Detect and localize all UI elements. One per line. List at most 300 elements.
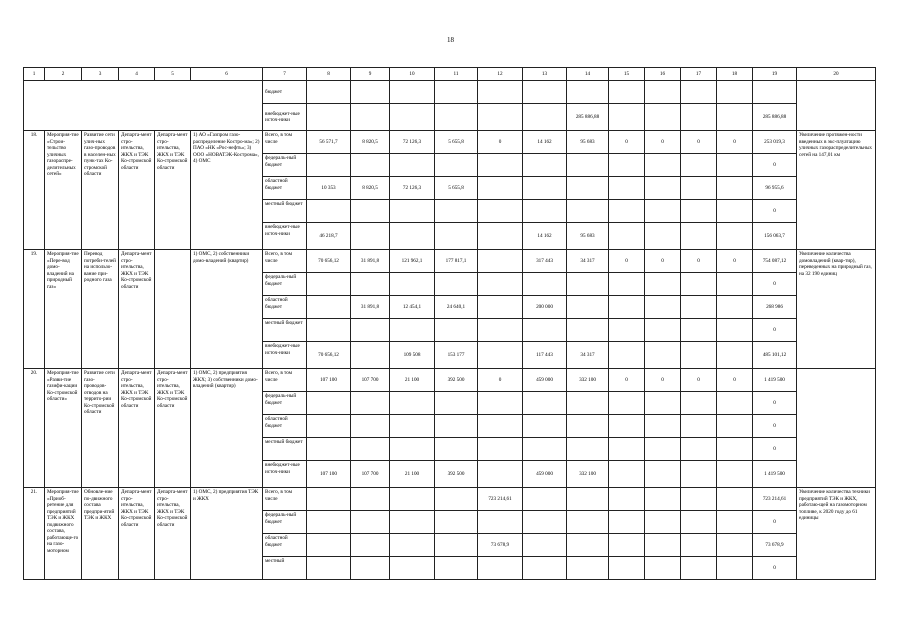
value-cell xyxy=(717,273,753,296)
value-cell xyxy=(307,200,351,223)
value-cell xyxy=(307,273,351,296)
row-number-cell: 20. xyxy=(24,369,45,488)
value-cell xyxy=(645,104,681,131)
value-cell xyxy=(609,273,645,296)
value-cell xyxy=(717,461,753,488)
value-cell: 117 443 xyxy=(523,342,567,369)
value-cell: 107 100 xyxy=(307,461,351,488)
value-cell xyxy=(390,488,435,511)
value-cell xyxy=(390,273,435,296)
value-cell: 21 100 xyxy=(390,369,435,392)
value-cell xyxy=(645,273,681,296)
funding-source-cell: местный бюджет xyxy=(263,200,307,223)
value-cell: 70 656,12 xyxy=(307,250,351,273)
value-cell xyxy=(390,438,435,461)
row-number-cell: 18. xyxy=(24,131,45,250)
column-header: 15 xyxy=(609,68,645,81)
value-cell: 107 700 xyxy=(351,369,390,392)
value-cell xyxy=(717,223,753,250)
value-cell xyxy=(567,177,609,200)
value-cell xyxy=(645,415,681,438)
value-cell xyxy=(567,534,609,557)
value-cell: 0 xyxy=(645,250,681,273)
column-header: 17 xyxy=(681,68,717,81)
funding-source-cell: федераль-ный бюджет xyxy=(263,392,307,415)
value-cell xyxy=(681,438,717,461)
value-cell xyxy=(567,273,609,296)
value-cell xyxy=(717,104,753,131)
value-cell xyxy=(681,104,717,131)
goal-cell: Развитие сети улич-ных газо-проводов в населен-ных пунк-тах Ко-стромской области xyxy=(82,131,119,250)
value-cell: 0 xyxy=(753,319,797,342)
funding-source-cell: внебюджет-ные источ-ники xyxy=(263,223,307,250)
value-cell xyxy=(523,81,567,104)
page-number: 18 xyxy=(447,36,454,44)
value-cell xyxy=(351,488,390,511)
value-cell xyxy=(523,177,567,200)
column-header: 11 xyxy=(435,68,478,81)
expected-result-cell: Увеличение количества техники предприятий ТЭК и ЖКХ, работаю-щей на газомоторном топливе, к 2020 году до 61 единицы xyxy=(797,488,876,580)
value-cell: 0 xyxy=(717,369,753,392)
value-cell: 56 571,7 xyxy=(307,131,351,154)
continued-cell xyxy=(24,81,263,131)
value-cell xyxy=(390,511,435,534)
value-cell xyxy=(523,154,567,177)
value-cell xyxy=(717,488,753,511)
column-header: 5 xyxy=(155,68,191,81)
value-cell xyxy=(435,534,478,557)
funding-source-cell: Всего, в том числе xyxy=(263,250,307,273)
column-header: 2 xyxy=(45,68,82,81)
value-cell xyxy=(645,392,681,415)
value-cell: 0 xyxy=(753,438,797,461)
value-cell xyxy=(478,415,523,438)
value-cell xyxy=(307,104,351,131)
value-cell xyxy=(307,81,351,104)
expected-result-cell: Увеличение количества домовладений (квар-тир), переведенных на природный газ, на 32 190 единиц xyxy=(797,250,876,369)
value-cell xyxy=(307,392,351,415)
value-cell xyxy=(523,511,567,534)
value-cell xyxy=(681,488,717,511)
value-cell: 24 640,1 xyxy=(435,296,478,319)
value-cell: 723 214,61 xyxy=(753,488,797,511)
value-cell xyxy=(609,154,645,177)
coexecutor-cell: Департа-мент стро-ительства, ЖКХ и ТЭК Ко-стромской области xyxy=(155,131,191,250)
value-cell: 5 655,8 xyxy=(435,177,478,200)
value-cell: 34 317 xyxy=(567,342,609,369)
value-cell: 0 xyxy=(609,369,645,392)
value-cell xyxy=(609,461,645,488)
value-cell: 0 xyxy=(681,369,717,392)
value-cell xyxy=(435,223,478,250)
coexecutor-cell: Департа-мент стро-ительства, ЖКХ и ТЭК Ко-стромской области xyxy=(155,369,191,488)
value-cell: 0 xyxy=(717,250,753,273)
value-cell xyxy=(435,488,478,511)
value-cell xyxy=(567,438,609,461)
value-cell xyxy=(390,557,435,580)
funding-source-cell: федераль-ный бюджет xyxy=(263,511,307,534)
value-cell xyxy=(609,200,645,223)
funding-source-cell: бюджет xyxy=(263,81,307,104)
responsible-cell: Департа-мент стро-ительства, ЖКХ и ТЭК Ко-стромской области xyxy=(119,250,155,369)
value-cell xyxy=(435,273,478,296)
funding-source-cell: внебюджет-ные источ-ники xyxy=(263,104,307,131)
value-cell xyxy=(351,104,390,131)
value-cell xyxy=(645,223,681,250)
value-cell xyxy=(717,177,753,200)
funding-source-cell: Всего, в том числе xyxy=(263,131,307,154)
value-cell xyxy=(478,342,523,369)
column-header: 9 xyxy=(351,68,390,81)
value-cell xyxy=(609,557,645,580)
value-cell: 0 xyxy=(753,200,797,223)
value-cell: 0 xyxy=(609,250,645,273)
expected-result-cell: Увеличение протяжен-ности введенных в экс-плуатацию уличных газораспределительных сетей на 147,01 км xyxy=(797,131,876,250)
column-header: 14 xyxy=(567,68,609,81)
value-cell xyxy=(645,342,681,369)
column-header: 16 xyxy=(645,68,681,81)
value-cell xyxy=(307,488,351,511)
value-cell: 754 087,12 xyxy=(753,250,797,273)
value-cell xyxy=(351,273,390,296)
value-cell xyxy=(351,511,390,534)
value-cell xyxy=(567,488,609,511)
column-header: 7 xyxy=(263,68,307,81)
value-cell: 72 126,3 xyxy=(390,131,435,154)
value-cell: 14 162 xyxy=(523,223,567,250)
value-cell xyxy=(717,415,753,438)
value-cell: 317 443 xyxy=(523,250,567,273)
value-cell xyxy=(478,223,523,250)
value-cell xyxy=(351,557,390,580)
value-cell xyxy=(681,81,717,104)
funding-source-cell: областной бюджет xyxy=(263,296,307,319)
column-header: 19 xyxy=(753,68,797,81)
value-cell xyxy=(717,438,753,461)
goal-cell: Развитие сети газо-проводов-отводов на террито-рии Ко-стромской области xyxy=(82,369,119,488)
value-cell xyxy=(435,557,478,580)
funding-source-cell: областной бюджет xyxy=(263,415,307,438)
value-cell xyxy=(523,200,567,223)
value-cell xyxy=(435,319,478,342)
value-cell xyxy=(609,392,645,415)
table-row xyxy=(24,250,876,273)
value-cell xyxy=(523,104,567,131)
value-cell xyxy=(390,223,435,250)
row-number-cell: 21. xyxy=(24,488,45,580)
value-cell xyxy=(307,511,351,534)
value-cell xyxy=(478,81,523,104)
value-cell xyxy=(717,200,753,223)
row-number-cell: 19. xyxy=(24,250,45,369)
value-cell xyxy=(390,534,435,557)
value-cell xyxy=(645,511,681,534)
value-cell xyxy=(307,534,351,557)
value-cell xyxy=(645,557,681,580)
value-cell xyxy=(307,319,351,342)
responsible-cell: Департа-мент стро-ительства, ЖКХ и ТЭК Ко-стромской области xyxy=(119,488,155,580)
table-row xyxy=(24,131,876,154)
funding-source-cell: внебюджет-ные источ-ники xyxy=(263,461,307,488)
value-cell: 5 655,8 xyxy=(435,131,478,154)
value-cell: 0 xyxy=(645,131,681,154)
value-cell: 153 177 xyxy=(435,342,478,369)
value-cell xyxy=(717,534,753,557)
value-cell: 0 xyxy=(753,392,797,415)
value-cell xyxy=(523,534,567,557)
value-cell xyxy=(609,81,645,104)
value-cell xyxy=(478,273,523,296)
responsible-cell: Департа-мент стро-ительства, ЖКХ и ТЭК Ко-стромской области xyxy=(119,369,155,488)
table-row xyxy=(24,488,876,511)
value-cell xyxy=(351,534,390,557)
value-cell: 121 962,1 xyxy=(390,250,435,273)
value-cell: 0 xyxy=(753,154,797,177)
table-body xyxy=(24,68,876,580)
value-cell: 95 683 xyxy=(567,223,609,250)
value-cell: 70 656,12 xyxy=(307,342,351,369)
column-header: 4 xyxy=(119,68,155,81)
value-cell xyxy=(609,342,645,369)
value-cell xyxy=(681,511,717,534)
value-cell xyxy=(681,296,717,319)
value-cell xyxy=(351,438,390,461)
column-header: 8 xyxy=(307,68,351,81)
value-cell: 200 000 xyxy=(523,296,567,319)
value-cell xyxy=(390,154,435,177)
value-cell xyxy=(523,392,567,415)
value-cell xyxy=(681,342,717,369)
value-cell xyxy=(567,415,609,438)
value-cell xyxy=(681,461,717,488)
value-cell xyxy=(609,488,645,511)
participants-cell: 1) ОМС, 2) собственники домо-владений (квартир) xyxy=(191,250,263,369)
value-cell xyxy=(435,200,478,223)
value-cell: 0 xyxy=(681,131,717,154)
value-cell xyxy=(390,392,435,415)
value-cell xyxy=(681,154,717,177)
value-cell: 156 063,7 xyxy=(753,223,797,250)
responsible-cell: Департа-мент стро-ительства, ЖКХ и ТЭК Ко-стромской области xyxy=(119,131,155,250)
value-cell xyxy=(681,534,717,557)
value-cell xyxy=(478,104,523,131)
value-cell: 109 508 xyxy=(390,342,435,369)
value-cell xyxy=(351,319,390,342)
value-cell xyxy=(307,154,351,177)
value-cell: 21 100 xyxy=(390,461,435,488)
column-number-row xyxy=(24,68,876,81)
coexecutor-cell: Департа-мент стро-ительства, ЖКХ и ТЭК Ко-стромской области xyxy=(155,488,191,580)
value-cell xyxy=(390,319,435,342)
value-cell xyxy=(645,200,681,223)
value-cell xyxy=(435,438,478,461)
expected-result-cell xyxy=(797,369,876,488)
value-cell xyxy=(435,154,478,177)
value-cell: 107 700 xyxy=(351,461,390,488)
value-cell: 73 678,9 xyxy=(753,534,797,557)
value-cell xyxy=(645,154,681,177)
value-cell xyxy=(645,534,681,557)
value-cell xyxy=(567,511,609,534)
value-cell xyxy=(681,415,717,438)
value-cell xyxy=(645,461,681,488)
value-cell xyxy=(609,296,645,319)
value-cell xyxy=(478,392,523,415)
value-cell: 72 126,3 xyxy=(390,177,435,200)
value-cell xyxy=(717,511,753,534)
value-cell xyxy=(478,511,523,534)
value-cell: 73 678,9 xyxy=(478,534,523,557)
value-cell xyxy=(351,81,390,104)
value-cell xyxy=(717,392,753,415)
measure-name-cell: Мероприя-тие «Разви-тие газифи-кации Ко-стромской области» xyxy=(45,369,82,488)
value-cell: 0 xyxy=(753,557,797,580)
measure-name-cell: Мероприя-тие «Пере-вод домо-владений на природный газ» xyxy=(45,250,82,369)
value-cell xyxy=(609,177,645,200)
value-cell xyxy=(567,557,609,580)
value-cell xyxy=(609,104,645,131)
value-cell xyxy=(478,438,523,461)
funding-source-cell: Всего, в том числе xyxy=(263,488,307,511)
value-cell xyxy=(567,392,609,415)
value-cell xyxy=(478,296,523,319)
value-cell: 0 xyxy=(717,131,753,154)
value-cell xyxy=(435,392,478,415)
value-cell xyxy=(567,81,609,104)
column-header: 20 xyxy=(797,68,876,81)
value-cell: 1 419 500 xyxy=(753,369,797,392)
value-cell: 485 101,12 xyxy=(753,342,797,369)
value-cell xyxy=(351,154,390,177)
value-cell xyxy=(645,438,681,461)
value-cell: 107 100 xyxy=(307,369,351,392)
value-cell xyxy=(307,438,351,461)
value-cell xyxy=(435,415,478,438)
value-cell xyxy=(435,104,478,131)
value-cell: 177 817,1 xyxy=(435,250,478,273)
value-cell xyxy=(609,438,645,461)
value-cell xyxy=(609,511,645,534)
value-cell xyxy=(609,415,645,438)
value-cell: 0 xyxy=(681,250,717,273)
value-cell xyxy=(390,81,435,104)
funding-source-cell: внебюджет-ные источ-ники xyxy=(263,342,307,369)
funding-source-cell: федераль-ный бюджет xyxy=(263,273,307,296)
value-cell: 392 500 xyxy=(435,461,478,488)
funding-source-cell: местный бюджет xyxy=(263,438,307,461)
value-cell xyxy=(681,200,717,223)
value-cell xyxy=(717,342,753,369)
column-header: 1 xyxy=(24,68,45,81)
value-cell xyxy=(478,250,523,273)
value-cell: 8 820,5 xyxy=(351,131,390,154)
value-cell: 459 000 xyxy=(523,369,567,392)
value-cell xyxy=(307,557,351,580)
value-cell xyxy=(307,415,351,438)
value-cell: 0 xyxy=(645,369,681,392)
value-cell xyxy=(351,415,390,438)
column-header: 3 xyxy=(82,68,119,81)
value-cell: 332 100 xyxy=(567,369,609,392)
value-cell xyxy=(567,200,609,223)
value-cell xyxy=(523,557,567,580)
value-cell xyxy=(478,319,523,342)
funding-source-cell: местный бюджет xyxy=(263,319,307,342)
value-cell xyxy=(435,81,478,104)
value-cell xyxy=(645,319,681,342)
value-cell xyxy=(609,534,645,557)
value-cell xyxy=(478,200,523,223)
value-cell: 31 891,8 xyxy=(351,250,390,273)
value-cell xyxy=(351,223,390,250)
result-cell xyxy=(797,81,876,131)
table-row xyxy=(24,369,876,392)
value-cell: 0 xyxy=(753,415,797,438)
value-cell: 332 100 xyxy=(567,461,609,488)
value-cell: 46 218,7 xyxy=(307,223,351,250)
value-cell: 285 886,88 xyxy=(567,104,609,131)
column-header: 18 xyxy=(717,68,753,81)
value-cell xyxy=(645,296,681,319)
goal-cell: Перевод потреби-телей на использо-вание при-родного газа xyxy=(82,250,119,369)
value-cell xyxy=(645,81,681,104)
value-cell xyxy=(567,154,609,177)
value-cell xyxy=(478,461,523,488)
participants-cell: 1) АО «Газпром газо-распределение Костро-ма»; 2) ПАО «НК «Рос-нефть»; 3) ООО «НОВАТЭК-Кострома», 4) ОМС xyxy=(191,131,263,250)
value-cell xyxy=(717,81,753,104)
coexecutor-cell xyxy=(155,250,191,369)
value-cell xyxy=(681,557,717,580)
value-cell xyxy=(717,154,753,177)
value-cell: 459 000 xyxy=(523,461,567,488)
value-cell: 253 019,3 xyxy=(753,131,797,154)
value-cell xyxy=(717,319,753,342)
measure-name-cell: Мероприя-тие «Строи-тельство уличных газораспре-делительных сетей» xyxy=(45,131,82,250)
value-cell xyxy=(645,177,681,200)
value-cell: 31 891,8 xyxy=(351,296,390,319)
value-cell: 1 419 500 xyxy=(753,461,797,488)
value-cell: 285 886,88 xyxy=(753,104,797,131)
value-cell xyxy=(609,223,645,250)
value-cell xyxy=(717,296,753,319)
value-cell: 10 353 xyxy=(307,177,351,200)
goal-cell: Обновле-ние по-движного состава предпри-ятий ТЭК и ЖКХ xyxy=(82,488,119,580)
table-row xyxy=(24,81,876,104)
value-cell xyxy=(567,296,609,319)
value-cell xyxy=(390,200,435,223)
value-cell xyxy=(681,319,717,342)
value-cell: 95 683 xyxy=(567,131,609,154)
value-cell xyxy=(523,488,567,511)
column-header: 13 xyxy=(523,68,567,81)
value-cell xyxy=(478,154,523,177)
funding-source-cell: Всего, в том числе xyxy=(263,369,307,392)
value-cell xyxy=(390,415,435,438)
value-cell xyxy=(753,81,797,104)
funding-source-cell: федераль-ный бюджет xyxy=(263,154,307,177)
value-cell xyxy=(645,488,681,511)
value-cell xyxy=(435,511,478,534)
value-cell xyxy=(681,177,717,200)
value-cell xyxy=(609,319,645,342)
value-cell: 0 xyxy=(753,511,797,534)
column-header: 6 xyxy=(191,68,263,81)
value-cell xyxy=(390,104,435,131)
value-cell xyxy=(351,342,390,369)
value-cell xyxy=(523,415,567,438)
funding-source-cell: местный xyxy=(263,557,307,580)
value-cell xyxy=(523,273,567,296)
